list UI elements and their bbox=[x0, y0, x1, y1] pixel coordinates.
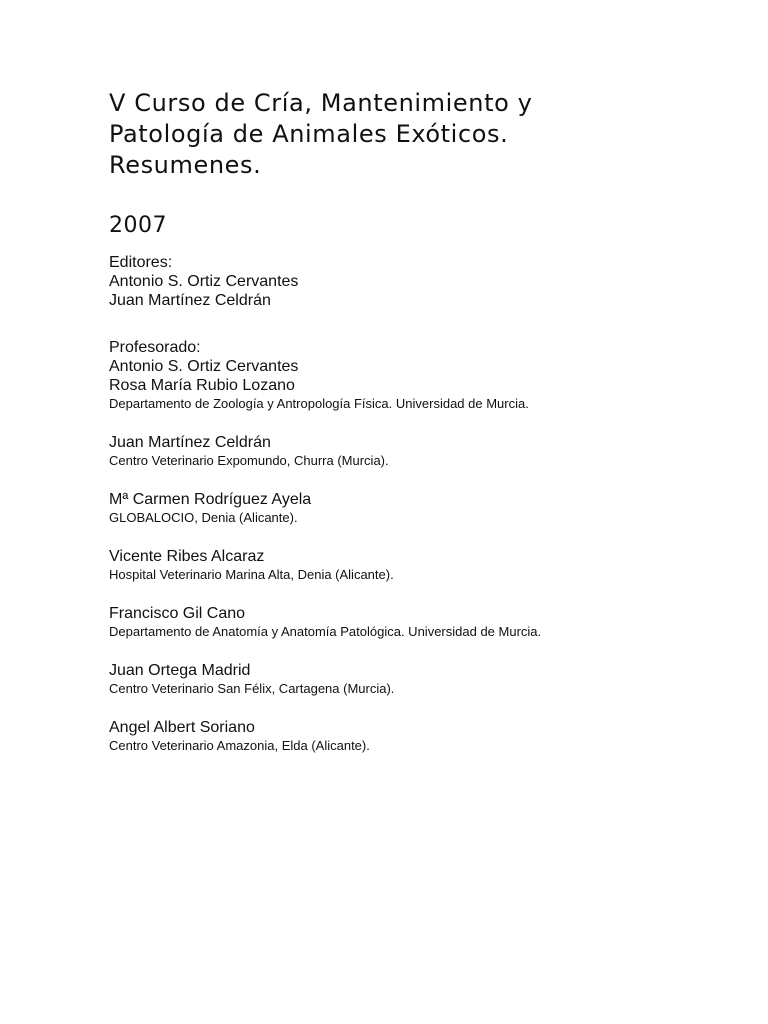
faculty-name: Francisco Gil Cano bbox=[109, 605, 246, 622]
title-line: Resumenes. bbox=[109, 151, 262, 179]
faculty-member bbox=[109, 604, 729, 640]
title-line: Patología de Animales Exóticos. bbox=[109, 120, 509, 148]
faculty-label: Profesorado: bbox=[109, 339, 201, 356]
faculty-member bbox=[109, 718, 729, 754]
faculty-name: Rosa María Rubio Lozano bbox=[109, 377, 295, 394]
faculty-name: Juan Martínez Celdrán bbox=[109, 434, 271, 451]
faculty-name: Mª Carmen Rodríguez Ayela bbox=[109, 491, 312, 508]
faculty-affiliation: Hospital Veterinario Marina Alta, Denia (Alicante). bbox=[109, 567, 394, 582]
document-title bbox=[109, 88, 729, 181]
faculty-member bbox=[109, 661, 729, 697]
faculty-affiliation: Departamento de Zoología y Antropología Física. Universidad de Murcia. bbox=[109, 396, 529, 411]
editor-name: Juan Martínez Celdrán bbox=[109, 292, 271, 309]
faculty-affiliation: Centro Veterinario Expomundo, Churra (Murcia). bbox=[109, 453, 389, 468]
faculty-member bbox=[109, 433, 729, 469]
faculty-name: Juan Ortega Madrid bbox=[109, 662, 251, 679]
faculty-affiliation: Centro Veterinario San Félix, Cartagena (Murcia). bbox=[109, 681, 395, 696]
faculty-member bbox=[109, 490, 729, 526]
faculty-group bbox=[109, 357, 729, 412]
faculty-name: Antonio S. Ortiz Cervantes bbox=[109, 358, 299, 375]
editor-name: Antonio S. Ortiz Cervantes bbox=[109, 273, 299, 290]
editors-section bbox=[109, 253, 729, 310]
faculty-name: Vicente Ribes Alcaraz bbox=[109, 548, 265, 565]
title-line: V Curso de Cría, Mantenimiento y bbox=[109, 89, 533, 117]
faculty-affiliation: GLOBALOCIO, Denia (Alicante). bbox=[109, 510, 298, 525]
faculty-member bbox=[109, 547, 729, 583]
faculty-affiliation: Departamento de Anatomía y Anatomía Patológica. Universidad de Murcia. bbox=[109, 624, 542, 639]
faculty-affiliation: Centro Veterinario Amazonia, Elda (Alicante). bbox=[109, 738, 370, 753]
faculty-name: Angel Albert Soriano bbox=[109, 719, 255, 736]
faculty-section bbox=[109, 338, 729, 754]
publication-year: 2007 bbox=[109, 213, 167, 238]
editors-label: Editores: bbox=[109, 254, 173, 271]
document-content bbox=[109, 88, 729, 754]
